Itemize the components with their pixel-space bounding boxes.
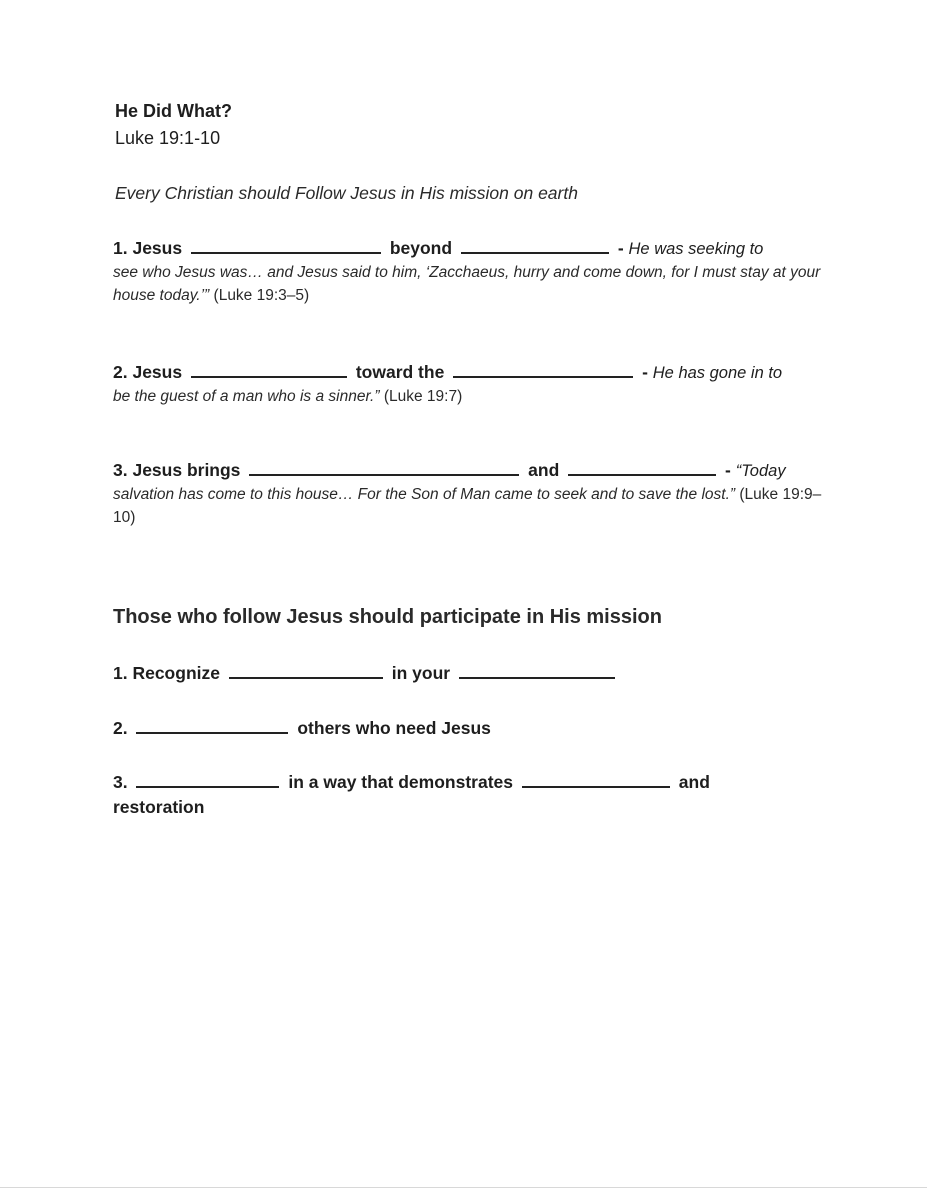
step-3 [113, 770, 710, 794]
step-3-text: in a way that demonstrates [288, 772, 514, 792]
point-2 [113, 360, 833, 408]
point-1-quote-start: He was seeking to [628, 240, 764, 258]
point-2-quote: be the guest of a man who is a sinner.” [113, 388, 380, 405]
point-1-label: 1. Jesus [113, 238, 183, 258]
step-2-blank-1[interactable] [136, 716, 288, 734]
point-2-blank-1[interactable] [191, 360, 347, 378]
point-3-dash: - [725, 460, 736, 480]
point-1-dash: - [617, 238, 629, 258]
point-1-blank-1[interactable] [191, 236, 381, 254]
point-3-quote-start: “Today [735, 462, 786, 480]
point-2-citation: (Luke 19:7) [383, 388, 463, 405]
point-1 [113, 236, 833, 307]
step-3-restoration: restoration [113, 797, 205, 817]
point-1-citation: (Luke 19:3–5) [213, 287, 310, 304]
point-3-mid: and [528, 460, 560, 480]
point-3 [113, 458, 833, 529]
page-bottom-edge [0, 1187, 927, 1188]
step-1-blank-2[interactable] [459, 661, 615, 679]
point-1-mid: beyond [389, 238, 453, 258]
point-3-label: 3. Jesus brings [113, 460, 241, 480]
point-3-blank-2[interactable] [568, 458, 716, 476]
point-3-citation: (Luke 19:9–10) [113, 486, 822, 526]
point-3-blank-1[interactable] [249, 458, 519, 476]
point-2-blank-2[interactable] [453, 360, 633, 378]
point-2-mid: toward the [355, 362, 445, 382]
step-3-and: and [678, 772, 710, 792]
point-2-quote-start: He has gone in to [652, 364, 783, 382]
point-1-quote: see who Jesus was… and Jesus said to him, ‘Zacchaeus, hurry and come down, for I must stay at your house today.’” [113, 264, 821, 304]
worksheet-title: He Did What? [115, 101, 232, 121]
step-1-blank-1[interactable] [229, 661, 383, 679]
point-2-dash: - [642, 362, 653, 382]
step-3-blank-2[interactable] [522, 770, 670, 788]
section-heading: Those who follow Jesus should participate in His mission [113, 606, 662, 628]
step-1-text: in your [391, 663, 451, 683]
step-1-label: 1. Recognize [113, 663, 220, 683]
step-3-continuation [113, 795, 204, 819]
step-3-blank-1[interactable] [136, 770, 279, 788]
point-1-blank-2[interactable] [461, 236, 609, 254]
point-3-quote: salvation has come to this house… For the Son of Man came to seek and to save the lost.” [113, 486, 736, 503]
step-1 [113, 661, 619, 685]
scripture-reference: Luke 19:1-10 [115, 128, 221, 148]
step-2 [113, 716, 491, 740]
step-2-label: 2. [113, 718, 128, 738]
step-3-label: 3. [113, 772, 128, 792]
step-2-text: others who need Jesus [297, 718, 491, 738]
theme-statement: Every Christian should Follow Jesus in His mission on earth [115, 183, 578, 203]
point-2-label: 2. Jesus [113, 362, 183, 382]
